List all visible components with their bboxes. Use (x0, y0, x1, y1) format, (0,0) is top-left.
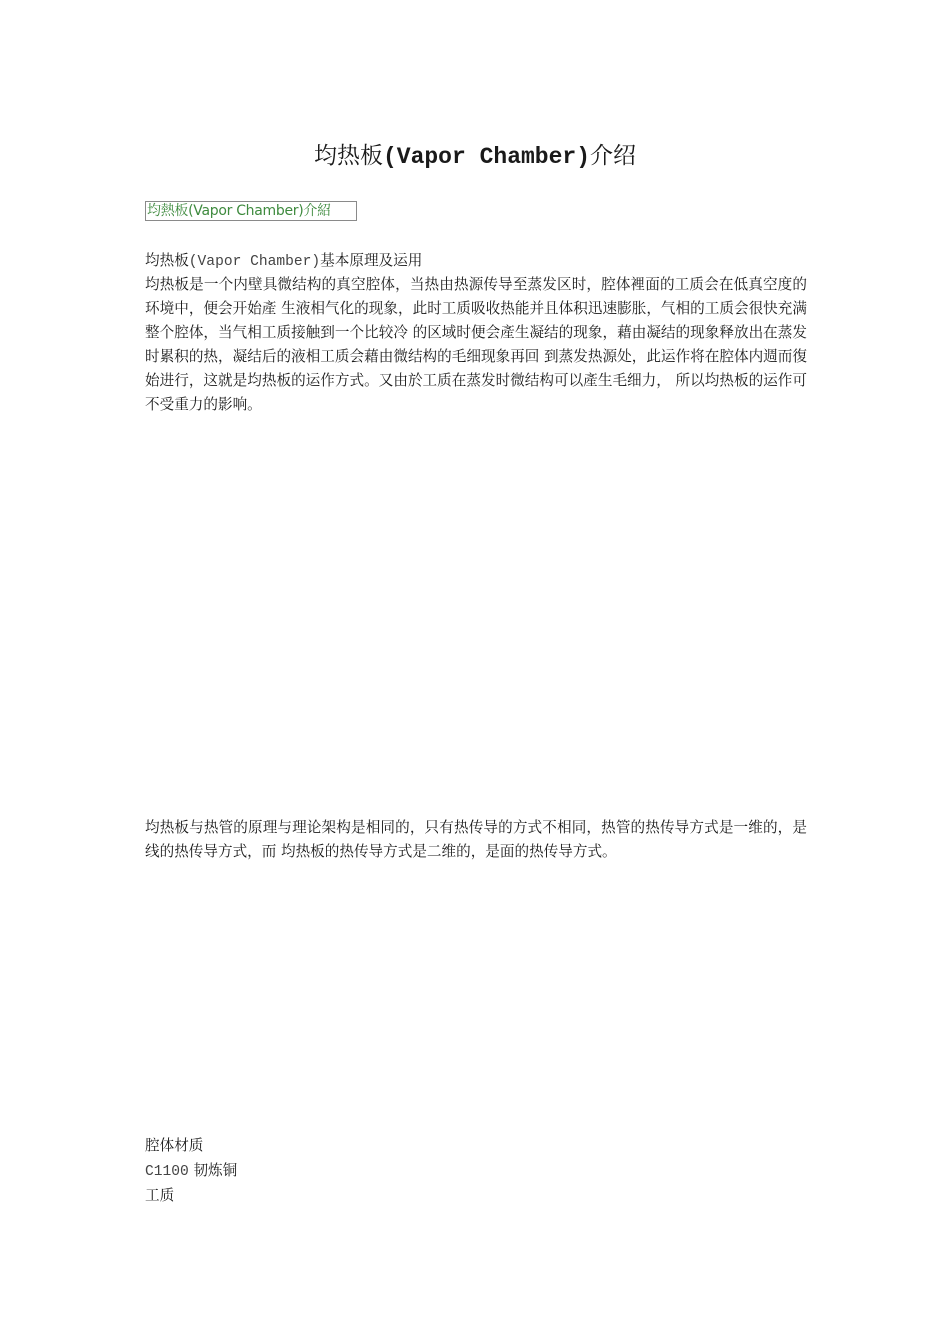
cavity-material-value (145, 1159, 237, 1184)
page-title (0, 140, 950, 173)
principle-paragraph: 均热板是一个内壁具微结构的真空腔体，当热由热源传导至蒸发区时，腔体裡面的工质会在低真空度的环境中，便会开始產 生液相气化的现象，此时工质吸收热能并且体积迅速膨胀，气相的工质会很快充满整个腔体，当气相工质接触到一个比较冷 的区域时便会產生凝结的现象，藉由凝结的现象释放出在蒸发时累积的热，凝结后的液相工质会藉由微结构的毛细现象再回 到蒸发热源处，此运作将在腔体内週而復始进行，这就是均热板的运作方式。又由於工质在蒸发时微结构可以產生毛细力， 所以均热板的运作可不受重力的影响。 (145, 276, 807, 413)
subheading-suffix: 基本原理及运用 (320, 252, 423, 269)
working-fluid-label: 工质 (145, 1187, 175, 1204)
subheading-prefix: 均热板 (145, 252, 189, 269)
cavity-material-code: C1100 (145, 1164, 189, 1180)
image-caption: 均熱板(Vapor Chamber)介紹 (145, 201, 357, 221)
subheading-latin: (Vapor Chamber) (188, 254, 321, 270)
cavity-material-name: 韧炼铜 (193, 1162, 238, 1179)
page-title-prefix: 均热板 (313, 143, 383, 169)
page-title-latin: (Vapor Chamber) (382, 144, 591, 170)
comparison-paragraph: 均热板与热管的原理与理论架构是相同的，只有热传导的方式不相同，热管的热传导方式是一维的，是线的热传导方式，而 均热板的热传导方式是二维的，是面的热传导方式。 (145, 819, 807, 860)
cavity-material-label: 腔体材质 (145, 1137, 204, 1154)
section-subheading (145, 249, 807, 274)
page-title-suffix: 介绍 (590, 143, 637, 169)
